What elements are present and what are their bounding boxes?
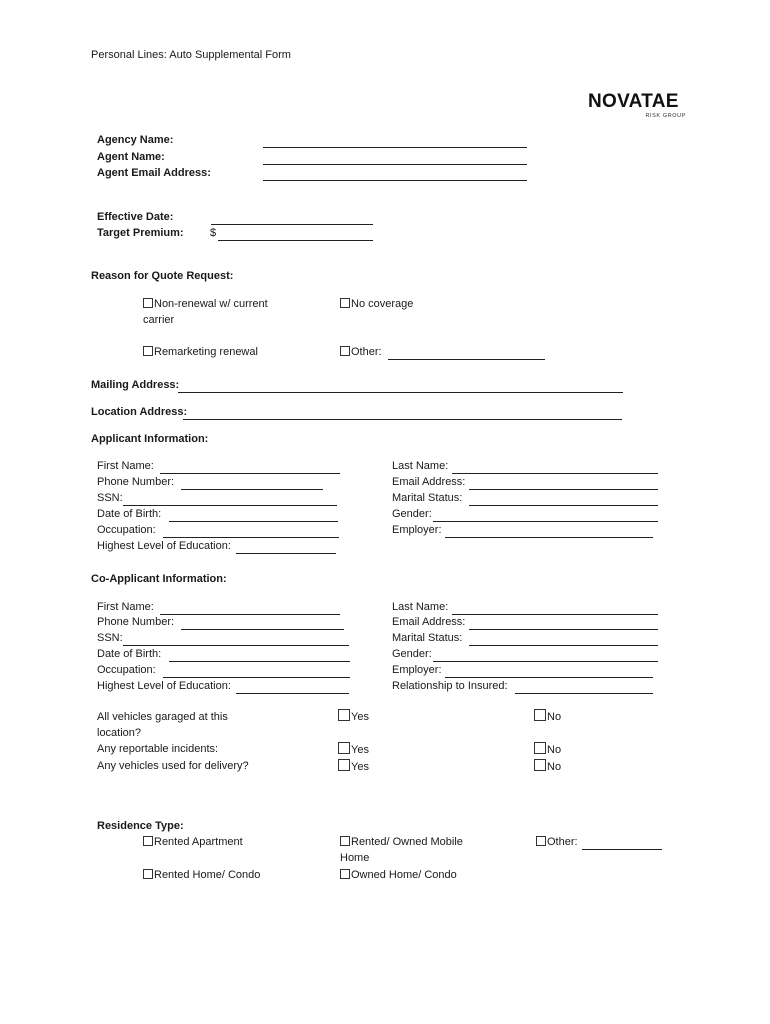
owned-home-option[interactable]	[340, 868, 457, 882]
coapplicant-email-field[interactable]	[469, 619, 658, 630]
target-premium-label: Target Premium:	[97, 227, 184, 239]
agency-name-field[interactable]	[263, 137, 527, 148]
coapplicant-ssn-label: SSN:	[97, 632, 123, 644]
incidents-yes-checkbox[interactable]	[338, 742, 350, 754]
residence-other-label: Other:	[547, 836, 578, 848]
dollar-sign: $	[210, 227, 217, 239]
location-address-field[interactable]	[183, 409, 622, 420]
residence-other-checkbox[interactable]	[536, 836, 546, 846]
coapplicant-ssn-field[interactable]	[123, 635, 349, 646]
incidents-yes-option[interactable]	[338, 742, 369, 757]
applicant-heading: Applicant Information:	[91, 433, 209, 445]
reason-other-label: Other:	[351, 346, 382, 358]
garaged-no-checkbox[interactable]	[534, 709, 546, 721]
location-address-label: Location Address:	[91, 406, 188, 418]
coapplicant-education-label: Highest Level of Education:	[97, 680, 231, 692]
delivery-question: Any vehicles used for delivery?	[97, 760, 249, 772]
agent-email-field[interactable]	[263, 170, 527, 181]
applicant-ssn-field[interactable]	[123, 495, 337, 506]
coapplicant-email-label: Email Address:	[392, 616, 466, 628]
coapplicant-relationship-label: Relationship to Insured:	[392, 680, 508, 692]
applicant-occupation-field[interactable]	[163, 527, 339, 538]
delivery-yes-checkbox[interactable]	[338, 759, 350, 771]
agent-name-field[interactable]	[263, 154, 527, 165]
incidents-no-option[interactable]	[534, 742, 561, 757]
coapplicant-marital-label: Marital Status:	[392, 632, 463, 644]
applicant-employer-label: Employer:	[392, 524, 442, 536]
garaged-yes-label: Yes	[351, 711, 369, 723]
garaged-yes-checkbox[interactable]	[338, 709, 350, 721]
coapplicant-heading: Co-Applicant Information:	[91, 573, 227, 585]
rented-home-option[interactable]	[143, 868, 260, 882]
rented-home-label: Rented Home/ Condo	[154, 869, 261, 881]
coapplicant-education-field[interactable]	[236, 683, 349, 694]
applicant-last-name-label: Last Name:	[392, 460, 449, 472]
coapplicant-marital-field[interactable]	[469, 635, 658, 646]
applicant-phone-label: Phone Number:	[97, 476, 175, 488]
form-title: Personal Lines: Auto Supplemental Form	[91, 49, 291, 61]
effective-date-field[interactable]	[211, 214, 373, 225]
nonrenewal-option[interactable]	[143, 297, 268, 311]
mailing-address-field[interactable]	[178, 382, 623, 393]
incidents-no-checkbox[interactable]	[534, 742, 546, 754]
coapplicant-relationship-field[interactable]	[515, 683, 653, 694]
nonrenewal-checkbox[interactable]	[143, 298, 153, 308]
coapplicant-employer-label: Employer:	[392, 664, 442, 676]
mobile-home-label: Rented/ Owned Mobile	[351, 836, 463, 848]
incidents-no-label: No	[547, 744, 562, 756]
nonrenewal-label: Non-renewal w/ current	[154, 298, 268, 310]
agent-name-label: Agent Name:	[97, 151, 165, 163]
residence-other-option[interactable]	[536, 835, 578, 849]
owned-home-label: Owned Home/ Condo	[351, 869, 457, 881]
applicant-education-field[interactable]	[236, 543, 336, 554]
applicant-gender-label: Gender:	[392, 508, 432, 520]
coapplicant-employer-field[interactable]	[445, 667, 653, 678]
reason-heading: Reason for Quote Request:	[91, 270, 234, 282]
remarketing-option[interactable]	[143, 345, 258, 359]
garaged-no-label: No	[547, 711, 562, 723]
applicant-employer-field[interactable]	[445, 527, 653, 538]
residence-heading: Residence Type:	[97, 820, 184, 832]
agent-email-label: Agent Email Address:	[97, 167, 211, 179]
applicant-dob-field[interactable]	[169, 511, 338, 522]
reason-other-checkbox[interactable]	[340, 346, 350, 356]
remarketing-checkbox[interactable]	[143, 346, 153, 356]
mobile-home-checkbox[interactable]	[340, 836, 350, 846]
applicant-last-name-field[interactable]	[452, 463, 658, 474]
mailing-address-label: Mailing Address:	[91, 379, 180, 391]
coapplicant-last-name-field[interactable]	[452, 604, 658, 615]
reason-other-field[interactable]	[388, 349, 545, 360]
applicant-marital-field[interactable]	[469, 495, 658, 506]
garaged-no-option[interactable]	[534, 709, 561, 724]
applicant-ssn-label: SSN:	[97, 492, 123, 504]
applicant-dob-label: Date of Birth:	[97, 508, 162, 520]
coapplicant-occupation-label: Occupation:	[97, 664, 156, 676]
coapplicant-dob-field[interactable]	[169, 651, 350, 662]
garaged-yes-option[interactable]	[338, 709, 369, 724]
no-coverage-label: No coverage	[351, 298, 414, 310]
delivery-no-option[interactable]	[534, 759, 561, 774]
delivery-no-label: No	[547, 761, 562, 773]
agency-name-label: Agency Name:	[97, 134, 174, 146]
target-premium-field[interactable]	[218, 230, 373, 241]
logo-wordmark: NOVATAE	[588, 91, 679, 112]
applicant-phone-field[interactable]	[181, 479, 323, 490]
remarketing-label: Remarketing renewal	[154, 346, 258, 358]
incidents-yes-label: Yes	[351, 744, 369, 756]
coapplicant-gender-field[interactable]	[433, 651, 658, 662]
coapplicant-occupation-field[interactable]	[163, 667, 350, 678]
reason-other-option[interactable]	[340, 345, 382, 359]
coapplicant-phone-field[interactable]	[181, 619, 344, 630]
applicant-first-name-label: First Name:	[97, 460, 154, 472]
no-coverage-option[interactable]	[340, 297, 413, 311]
rented-home-checkbox[interactable]	[143, 869, 153, 879]
novatae-logo	[588, 92, 686, 124]
coapplicant-gender-label: Gender:	[392, 648, 432, 660]
coapplicant-first-name-label: First Name:	[97, 601, 154, 613]
applicant-marital-label: Marital Status:	[392, 492, 463, 504]
rented-apartment-label: Rented Apartment	[154, 836, 243, 848]
incidents-question: Any reportable incidents:	[97, 743, 219, 755]
owned-home-checkbox[interactable]	[340, 869, 350, 879]
rented-apartment-checkbox[interactable]	[143, 836, 153, 846]
mobile-home-option[interactable]	[340, 835, 463, 849]
applicant-email-label: Email Address:	[392, 476, 466, 488]
applicant-education-label: Highest Level of Education:	[97, 540, 231, 552]
garaged-question-line1: All vehicles garaged at this	[97, 711, 228, 723]
delivery-yes-option[interactable]	[338, 759, 369, 774]
no-coverage-checkbox[interactable]	[340, 298, 350, 308]
applicant-gender-field[interactable]	[433, 511, 658, 522]
effective-date-label: Effective Date:	[97, 211, 174, 223]
rented-apartment-option[interactable]	[143, 835, 243, 849]
delivery-yes-label: Yes	[351, 761, 369, 773]
applicant-first-name-field[interactable]	[160, 463, 340, 474]
applicant-email-field[interactable]	[469, 479, 658, 490]
coapplicant-dob-label: Date of Birth:	[97, 648, 162, 660]
residence-other-field[interactable]	[582, 839, 662, 850]
applicant-occupation-label: Occupation:	[97, 524, 156, 536]
nonrenewal-label-line2: carrier	[143, 314, 175, 326]
garaged-question-line2: location?	[97, 727, 142, 739]
mobile-home-label-line2: Home	[340, 852, 370, 864]
delivery-no-checkbox[interactable]	[534, 759, 546, 771]
coapplicant-first-name-field[interactable]	[160, 604, 340, 615]
logo-subtitle: RISK GROUP	[645, 113, 686, 119]
coapplicant-phone-label: Phone Number:	[97, 616, 175, 628]
coapplicant-last-name-label: Last Name:	[392, 601, 449, 613]
